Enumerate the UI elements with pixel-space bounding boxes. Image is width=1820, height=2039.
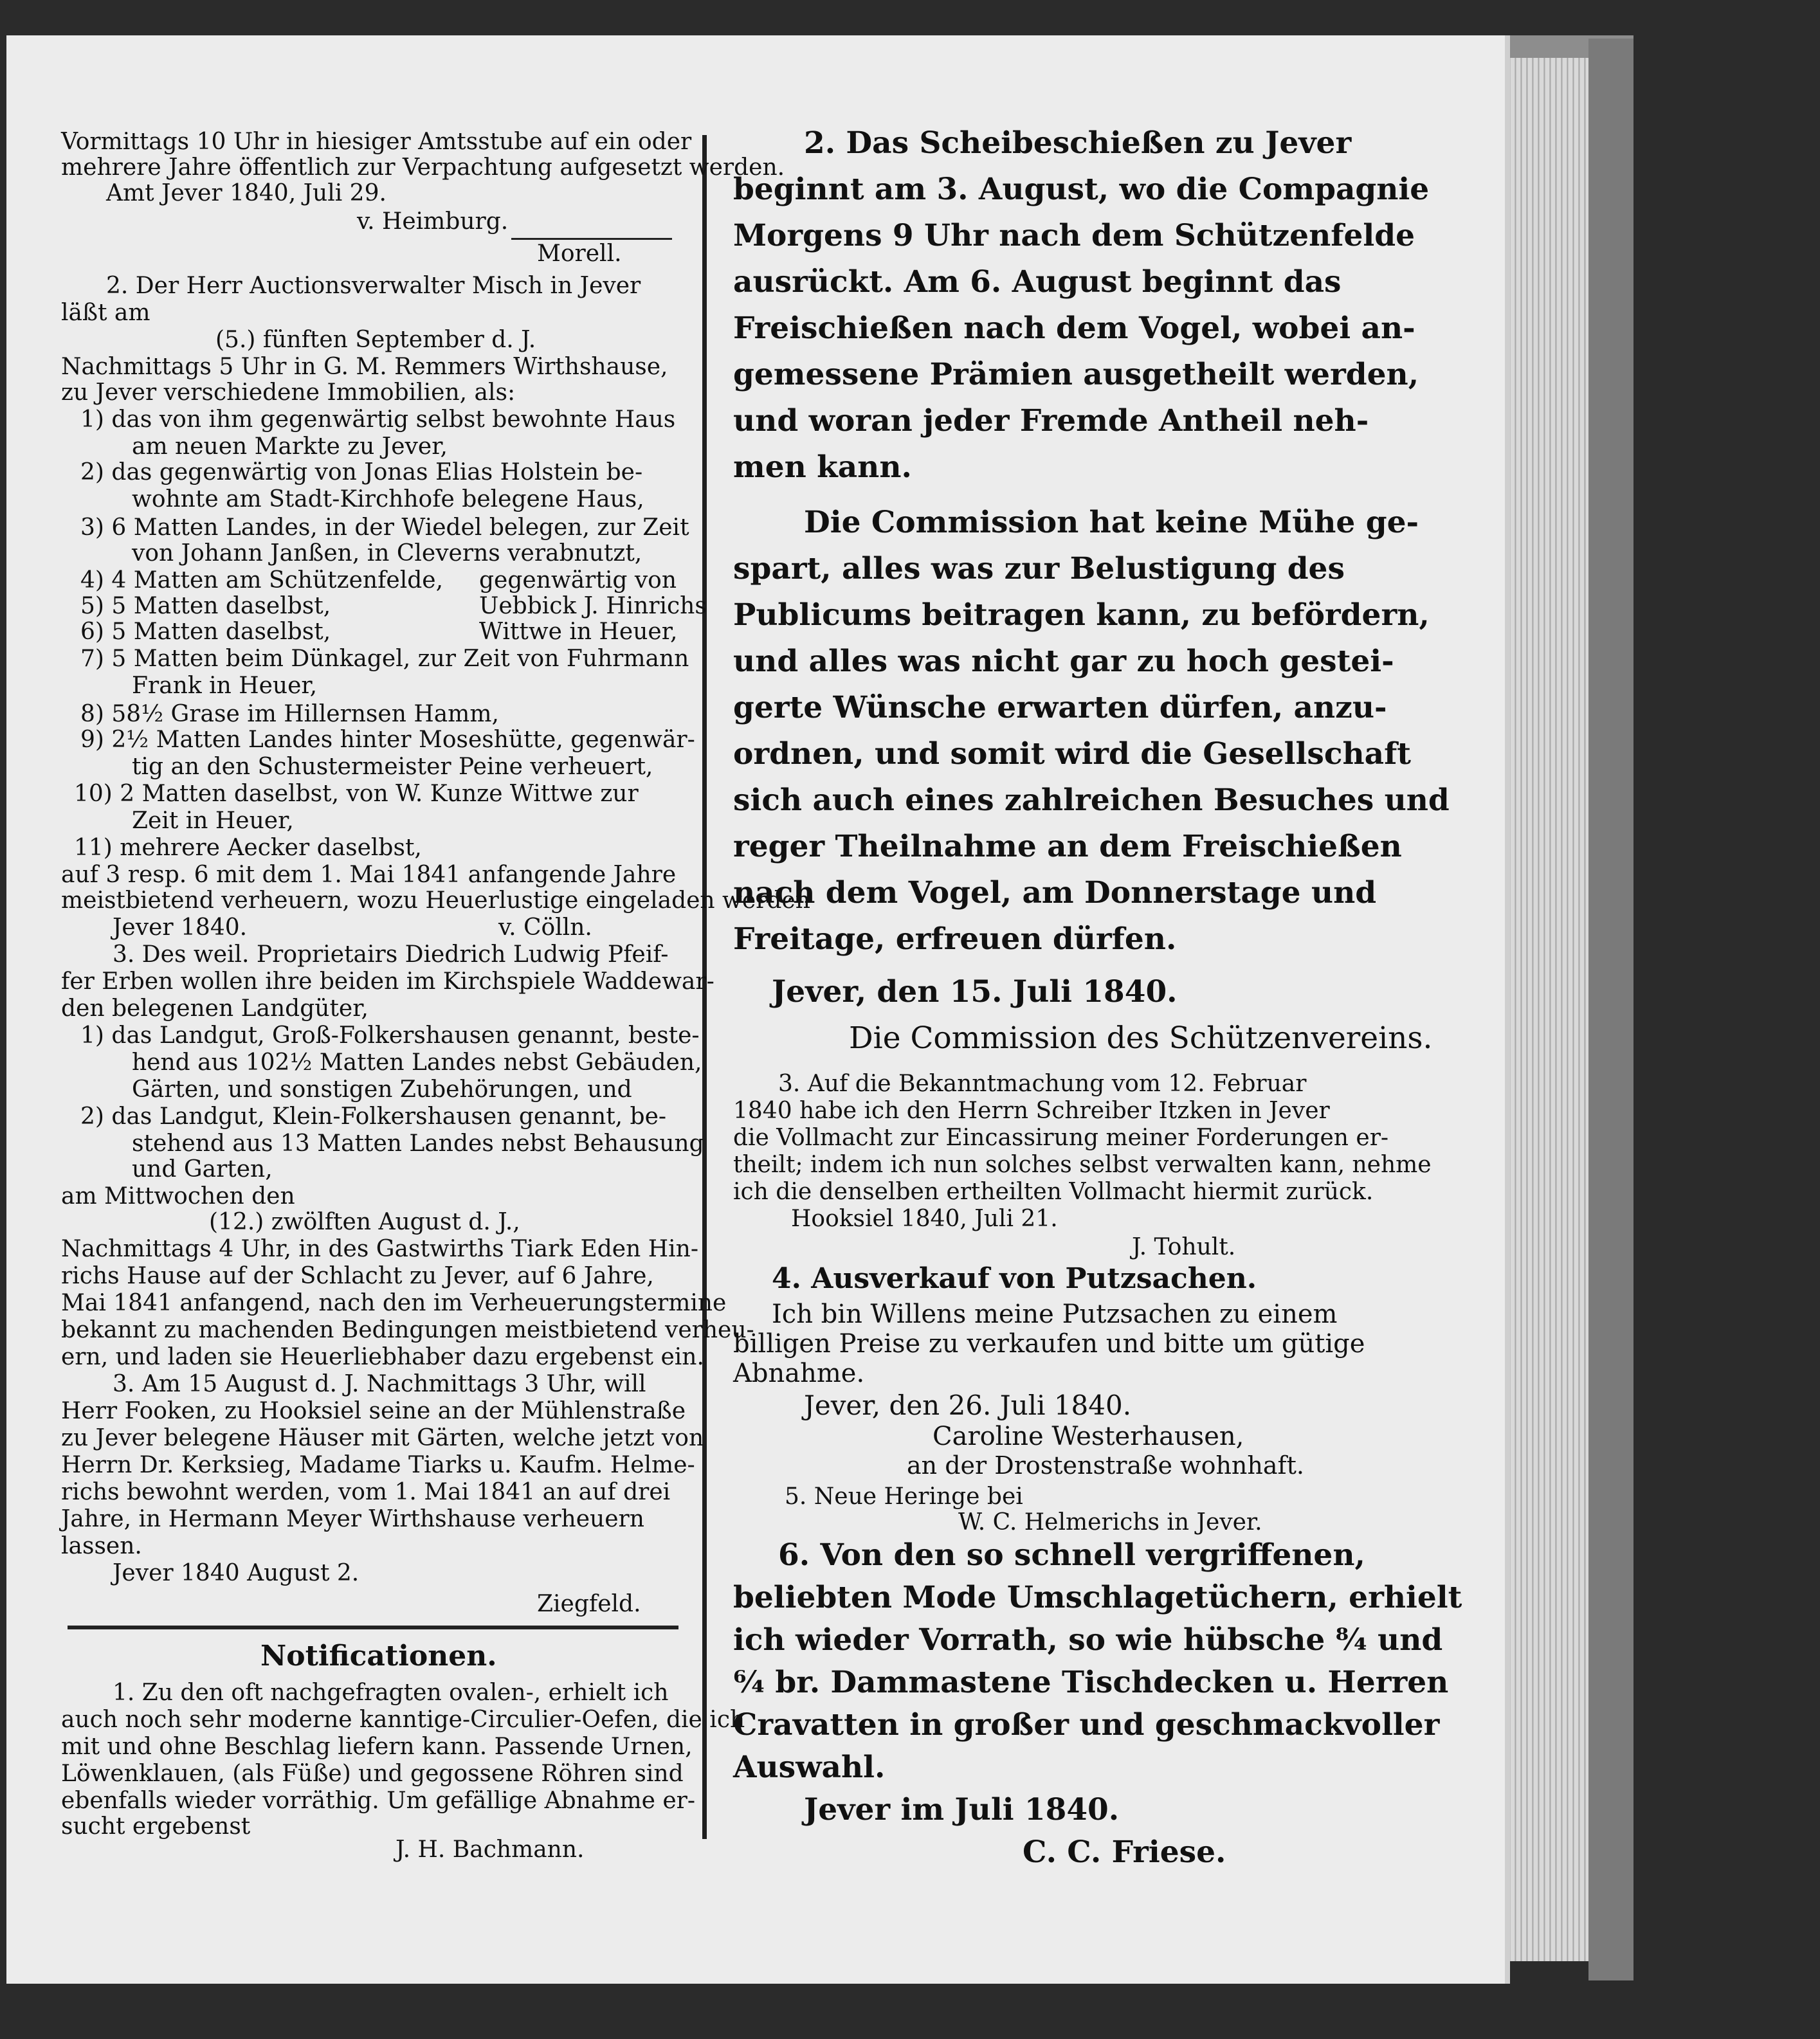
- text-line: lassen.: [61, 1533, 142, 1559]
- text-line: am Mittwochen den: [61, 1183, 295, 1210]
- signature: J. H. Bachmann.: [396, 1836, 585, 1863]
- list-item: 10) 2 Matten daselbst, von W. Kunze Wittwe zur: [74, 781, 639, 807]
- text-line: und woran jeder Fremde Antheil neh-: [733, 403, 1369, 439]
- text-line: ⁶⁄₄ br. Dammastene Tischdecken u. Herren: [733, 1665, 1449, 1700]
- list-item: 4) 4 Matten am Schützenfelde,: [80, 567, 444, 594]
- text-line: mit und ohne Beschlag liefern kann. Passende Urnen,: [61, 1734, 693, 1760]
- text-line: reger Theilnahme an dem Freischießen: [733, 829, 1402, 864]
- text-line: Nachmittags 4 Uhr, in des Gastwirths Tiark Eden Hin-: [61, 1236, 698, 1262]
- signature: Ziegfeld.: [537, 1591, 641, 1617]
- list-item: 8) 58½ Grase im Hillernsen Hamm,: [80, 701, 499, 727]
- text-line: Abnahme.: [733, 1359, 865, 1388]
- text-line: Vormittags 10 Uhr in hiesiger Amtsstube auf ein oder: [61, 129, 692, 155]
- text-line: billigen Preise zu verkaufen und bitte um gütige: [733, 1329, 1365, 1359]
- brace-text: gegenwärtig von: [479, 567, 677, 594]
- section-rule: [68, 1626, 678, 1629]
- text-line: gerte Wünsche erwarten dürfen, anzu-: [733, 690, 1387, 725]
- text-line: nach dem Vogel, am Donnerstage und: [733, 875, 1377, 911]
- text-line: die Vollmacht zur Eincassirung meiner Forderungen er-: [733, 1125, 1389, 1151]
- list-item: 11) mehrere Aecker daselbst,: [74, 835, 422, 861]
- text-line: Publicums beitragen kann, zu befördern,: [733, 597, 1430, 633]
- text-line: ausrückt. Am 6. August beginnt das: [733, 264, 1342, 300]
- section-heading: 4. Ausverkauf von Putzsachen.: [772, 1262, 1257, 1295]
- text-line: Jever 1840 August 2.: [113, 1560, 359, 1586]
- text-line: richs bewohnt werden, vom 1. Mai 1841 an auf drei: [61, 1479, 671, 1505]
- text-line: ordnen, und somit wird die Gesellschaft: [733, 736, 1412, 772]
- text-line: 3. Auf die Bekanntmachung vom 12. Februar: [778, 1071, 1307, 1097]
- text-line: 1. Zu den oft nachgefragten ovalen-, erhielt ich: [113, 1680, 669, 1706]
- text-line: sucht ergebenst: [61, 1813, 251, 1840]
- text-line: spart, alles was zur Belustigung des: [733, 551, 1345, 586]
- signature: W. C. Helmerichs in Jever.: [958, 1509, 1262, 1536]
- text-line: ich wieder Vorrath, so wie hübsche ⁸⁄₄ und: [733, 1622, 1443, 1658]
- text-line: läßt am: [61, 300, 150, 326]
- text-line: 2. Das Scheibeschießen zu Jever: [804, 125, 1352, 161]
- list-item: 3) 6 Matten Landes, in der Wiedel belegen, zur Zeit: [80, 514, 689, 541]
- text-line: richs Hause auf der Schlacht zu Jever, auf 6 Jahre,: [61, 1263, 654, 1289]
- text-line: von Johann Janßen, in Cleverns verabnutzt,: [132, 540, 642, 566]
- text-line: bekannt zu machenden Bedingungen meistbietend verheu-: [61, 1317, 754, 1343]
- text-line: sich auch eines zahlreichen Besuches und: [733, 783, 1450, 818]
- text-line: den belegenen Landgüter,: [61, 995, 369, 1022]
- text-line: Jahre, in Hermann Meyer Wirthshause verheuern: [61, 1506, 644, 1532]
- text-line: auch noch sehr moderne kanntige-Circulier-Oefen, die ich: [61, 1707, 745, 1733]
- text-line: und Garten,: [132, 1156, 273, 1183]
- text-line: Cravatten in großer und geschmackvoller: [733, 1707, 1440, 1743]
- list-item: 2) das gegenwärtig von Jonas Elias Holstein be-: [80, 459, 643, 485]
- text-line: stehend aus 13 Matten Landes nebst Behausung: [132, 1130, 704, 1157]
- text-line: hend aus 102½ Matten Landes nebst Gebäuden,: [132, 1049, 702, 1076]
- text-line: ich die denselben ertheilten Vollmacht hiermit zurück.: [733, 1179, 1374, 1205]
- text-line: Gärten, und sonstigen Zubehörungen, und: [132, 1076, 632, 1103]
- text-line: Löwenklauen, (als Füße) und gegossene Röhren sind: [61, 1761, 684, 1787]
- text-line: Morgens 9 Uhr nach dem Schützenfelde: [733, 218, 1415, 253]
- text-line: ebenfalls wieder vorräthig. Um gefällige Abnahme er-: [61, 1788, 696, 1814]
- text-line: beliebten Mode Umschlagetüchern, erhielt: [733, 1580, 1462, 1615]
- brace-text: Wittwe in Heuer,: [479, 619, 678, 645]
- text-line: Freischießen nach dem Vogel, wobei an-: [733, 311, 1415, 346]
- text-line: Herr Fooken, zu Hooksiel seine an der Mühlenstraße: [61, 1398, 686, 1424]
- list-item: 7) 5 Matten beim Dünkagel, zur Zeit von Fuhrmann: [80, 646, 689, 672]
- signature: Die Commission des Schützenvereins.: [849, 1020, 1433, 1056]
- list-item: 6) 5 Matten daselbst,: [80, 619, 331, 645]
- text-line: 6. Von den so schnell vergriffenen,: [778, 1537, 1365, 1573]
- text-line: Auswahl.: [733, 1750, 886, 1785]
- text-line: fer Erben wollen ihre beiden im Kirchspiele Waddewar-: [61, 968, 714, 995]
- list-item: 2) das Landgut, Klein-Folkershausen genannt, be-: [80, 1103, 667, 1130]
- list-item: 9) 2½ Matten Landes hinter Moseshütte, gegenwär-: [80, 727, 695, 753]
- signature: C. C. Friese.: [1023, 1835, 1226, 1870]
- text-line: am neuen Markte zu Jever,: [132, 433, 448, 460]
- text-line: tig an den Schustermeister Peine verheuert,: [132, 754, 653, 780]
- date-line: Jever im Juli 1840.: [804, 1792, 1120, 1827]
- text-line: an der Drostenstraße wohnhaft.: [907, 1451, 1304, 1480]
- text-line: theilt; indem ich nun solches selbst verwalten kann, nehme: [733, 1152, 1432, 1178]
- text-line: (12.) zwölften August d. J.,: [209, 1209, 520, 1235]
- text-line: Ich bin Willens meine Putzsachen zu einem: [772, 1300, 1338, 1329]
- text-line: 3. Am 15 August d. J. Nachmittags 3 Uhr, will: [113, 1371, 646, 1397]
- text-line: zu Jever belegene Häuser mit Gärten, welche jetzt von: [61, 1425, 704, 1451]
- page-stack-edge: [1505, 58, 1588, 1961]
- list-item: 1) das Landgut, Groß-Folkershausen genannt, beste-: [80, 1022, 700, 1049]
- text-line: Zeit in Heuer,: [132, 808, 294, 834]
- text-line: (5.) fünften September d. J.: [215, 327, 536, 353]
- date-line: Jever, den 26. Juli 1840.: [804, 1390, 1132, 1421]
- text-line: beginnt am 3. August, wo die Compagnie: [733, 172, 1430, 207]
- signature: J. Tohult.: [1132, 1234, 1236, 1260]
- brace-text: Uebbick J. Hinrichs: [479, 593, 707, 619]
- text-line: Hooksiel 1840, Juli 21.: [791, 1206, 1058, 1232]
- text-line: Jever 1840.: [113, 914, 248, 941]
- text-line: men kann.: [733, 449, 912, 485]
- text-line: Die Commission hat keine Mühe ge-: [804, 505, 1419, 540]
- text-line: gemessene Prämien ausgetheilt werden,: [733, 357, 1419, 392]
- text-line: wohnte am Stadt-Kirchhofe belegene Haus,: [132, 486, 644, 512]
- text-line: Herrn Dr. Kerksieg, Madame Tiarks u. Kaufm. Helme-: [61, 1452, 695, 1478]
- text-line: auf 3 resp. 6 mit dem 1. Mai 1841 anfangende Jahre: [61, 862, 677, 888]
- text-line: 2. Der Herr Auctionsverwalter Misch in Jever: [106, 273, 641, 299]
- text-line: ern, und laden sie Heuerliebhaber dazu ergebenst ein.: [61, 1344, 704, 1370]
- text-line: 3. Des weil. Proprietairs Diedrich Ludwig Pfeif-: [113, 941, 669, 968]
- text-line: mehrere Jahre öffentlich zur Verpachtung aufgesetzt werden.: [61, 154, 785, 181]
- list-item: 1) das von ihm gegenwärtig selbst bewohnte Haus: [80, 406, 676, 433]
- book-cover-edge: [1588, 39, 1633, 1980]
- text-line: zu Jever verschiedene Immobilien, als:: [61, 379, 516, 406]
- text-line: 1840 habe ich den Herrn Schreiber Itzken in Jever: [733, 1098, 1330, 1124]
- text-line: meistbietend verheuern, wozu Heuerlustige eingeladen werden: [61, 887, 810, 914]
- text-line: und alles was nicht gar zu hoch gestei-: [733, 644, 1394, 679]
- text-line: 5. Neue Heringe bei: [785, 1483, 1023, 1510]
- text-line: Freitage, erfreuen dürfen.: [733, 921, 1177, 957]
- date-line: Jever, den 15. Juli 1840.: [772, 974, 1178, 1010]
- signature: v. Heimburg.: [357, 208, 509, 235]
- signature-rule: [511, 238, 672, 240]
- right-column: [733, 125, 1462, 1870]
- signature: v. Cölln.: [498, 914, 592, 941]
- signature: Caroline Westerhausen,: [933, 1422, 1244, 1451]
- text-line: Amt Jever 1840, Juli 29.: [106, 180, 387, 206]
- list-item: 5) 5 Matten daselbst,: [80, 593, 331, 619]
- text-line: Nachmittags 5 Uhr in G. M. Remmers Wirthshause,: [61, 354, 668, 380]
- text-line: Frank in Heuer,: [132, 673, 318, 699]
- section-heading: Notificationen.: [260, 1640, 497, 1672]
- text-line: Mai 1841 anfangend, nach den im Verheuerungstermine: [61, 1290, 727, 1316]
- signature: Morell.: [537, 240, 622, 267]
